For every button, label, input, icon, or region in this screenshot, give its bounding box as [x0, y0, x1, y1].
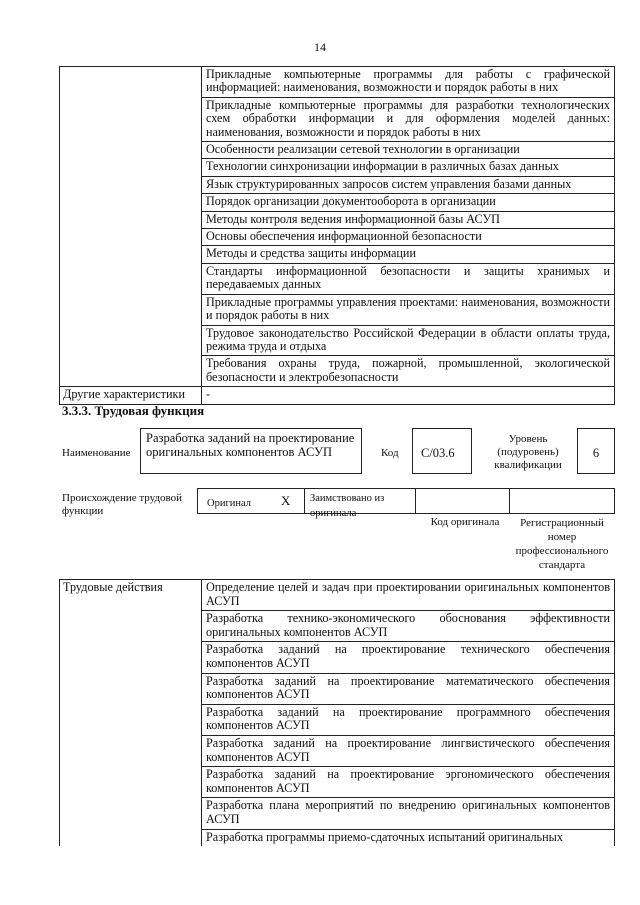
code-original-cell [415, 488, 510, 514]
labor-actions-label: Трудовые действия [60, 580, 202, 847]
table-row: Разработка программы приемо-сдаточных испытаний оригинальных [202, 829, 615, 846]
table-row: Определение целей и задач при проектировании оригинальных компонентов АСУП [202, 580, 615, 611]
table-row: Основы обеспечения информационной безопасности [202, 229, 615, 246]
empty-label-cell [60, 67, 202, 387]
table-row: Разработка технико-экономического обоснования эффективности оригинальных компонентов АСУП [202, 611, 615, 642]
name-label: Наименование [62, 447, 131, 459]
table-row: Трудовое законодательство Российской Федерации в области оплаты труда, режима труда и отдыха [202, 325, 615, 356]
original-label: Оригинал [207, 498, 251, 509]
code-value-box: C/03.6 [412, 428, 472, 474]
reg-number-caption: Регистрационный номер профессионального стандарта [515, 517, 609, 571]
table-row: Требования охраны труда, пожарной, промышленной, экологической безопасности и электробезопасности [202, 356, 615, 387]
borrowed-label: Заимствовано из оригинала [310, 493, 385, 519]
table-row: Методы контроля ведения информационной базы АСУП [202, 211, 615, 228]
other-characteristics-label: Другие характеристики [60, 387, 202, 404]
table-row: Разработка заданий на проектирование лингвистического обеспечения компонентов АСУП [202, 735, 615, 766]
name-value-box: Разработка заданий на проектирование оригинальных компонентов АСУП [140, 428, 362, 474]
labor-actions-table [59, 579, 615, 846]
table-row: Методы и средства защиты информации [202, 246, 615, 263]
code-label: Код [381, 447, 399, 459]
table-row: Разработка заданий на проектирование эргономического обеспечения компонентов АСУП [202, 767, 615, 798]
table-row: Разработка плана мероприятий по внедрению оригинальных компонентов АСУП [202, 798, 615, 829]
code-original-caption: Код оригинала [430, 516, 500, 528]
table-row: Стандарты информационной безопасности и защиты хранимых и передаваемых данных [202, 263, 615, 294]
page-number: 14 [314, 40, 326, 54]
table-row: Разработка заданий на проектирование технического обеспечения компонентов АСУП [202, 642, 615, 673]
table-row: Прикладные компьютерные программы для работы с графической информацией: наименования, возможности и порядок работы в них [202, 67, 615, 98]
original-mark: X [281, 493, 291, 508]
reg-number-cell [509, 488, 615, 514]
table-row: Прикладные компьютерные программы для разработки технологических схем обработки информации и для оформления моделей данных: наименования, возможности и порядок работы в них [202, 97, 615, 141]
table-row: Язык структурированных запросов систем управления базами данных [202, 176, 615, 193]
knowledge-table [59, 66, 615, 405]
level-value-box: 6 [577, 428, 615, 474]
table-row: Разработка заданий на проектирование математического обеспечения компонентов АСУП [202, 673, 615, 704]
level-label: Уровень (подуровень) квалификации [494, 433, 562, 471]
origin-label: Происхождение трудовой функции [62, 492, 183, 517]
original-cell [197, 488, 305, 514]
table-row: Разработка заданий на проектирование программного обеспечения компонентов АСУП [202, 704, 615, 735]
table-row: Особенности реализации сетевой технологии в организации [202, 142, 615, 159]
table-row: Прикладные программы управления проектами: наименования, возможности и порядок работы в них [202, 294, 615, 325]
other-characteristics-value: - [202, 387, 615, 404]
section-title: 3.3.3. Трудовая функция [62, 403, 205, 418]
table-row: Технологии синхронизации информации в различных базах данных [202, 159, 615, 176]
borrowed-cell [304, 488, 416, 519]
table-row: Порядок организации документооборота в организации [202, 194, 615, 211]
